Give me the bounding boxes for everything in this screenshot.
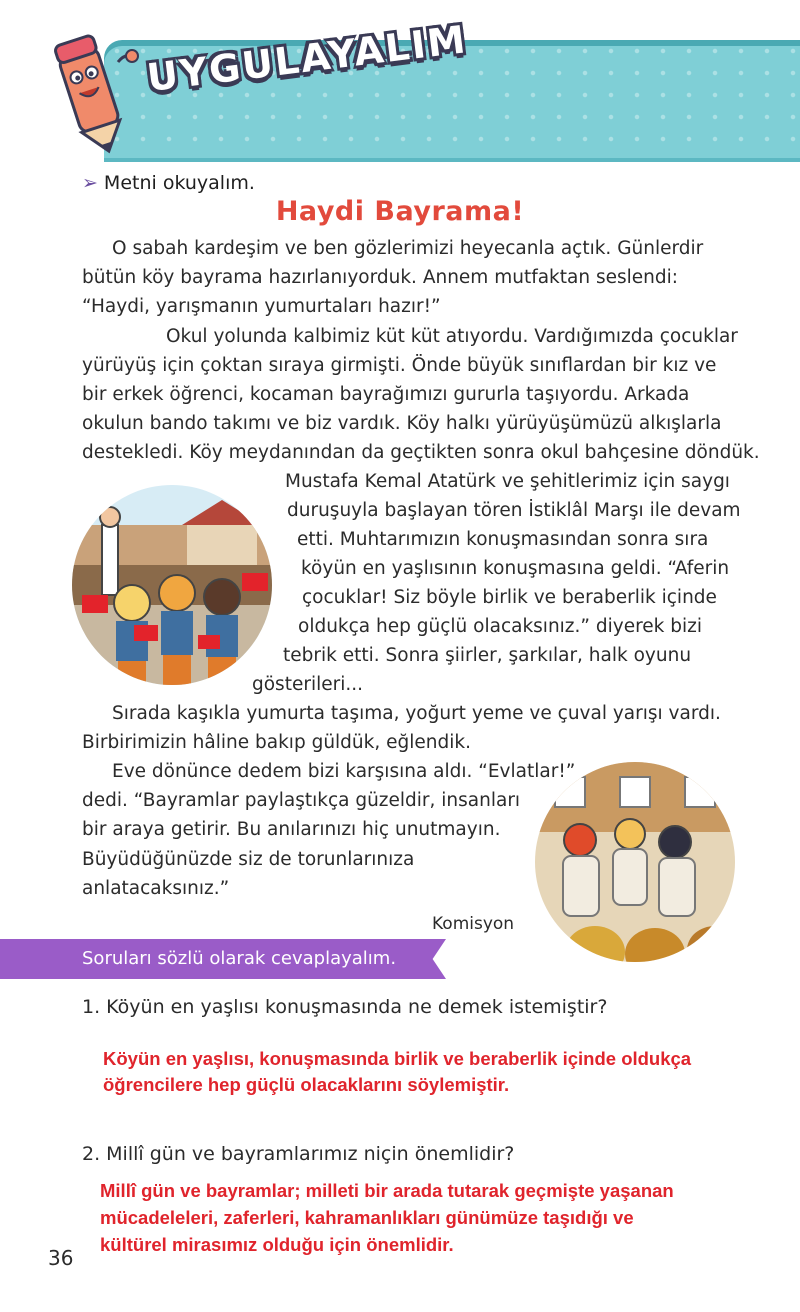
story-line: köyün en yaşlısının konuşmasına geldi. “Aferin bbox=[301, 558, 730, 579]
story-line: destekledi. Köy meydanından da geçtikten sonra okul bahçesine döndük. bbox=[82, 442, 760, 463]
answer-1-line: öğrencilere hep güçlü olacaklarını söylemiştir. bbox=[103, 1074, 510, 1095]
story-line: bütün köy bayrama hazırlanıyorduk. Annem mutfaktan seslendi: bbox=[82, 267, 678, 288]
story-line: Eve dönünce dedem bizi karşısına aldı. “Evlatlar!” bbox=[112, 761, 576, 782]
story-line: Büyüdüğünüzde siz de torunlarınıza bbox=[82, 849, 415, 870]
ceremony-illustration bbox=[72, 485, 272, 685]
story-line: bir erkek öğrenci, kocaman bayrağımızı gururla taşıyordu. Arkada bbox=[82, 384, 690, 405]
story-line: anlatacaksınız.” bbox=[82, 878, 230, 899]
story-line: Birbirimizin hâline bakıp güldük, eğlendik. bbox=[82, 732, 471, 753]
story-line: “Haydi, yarışmanın yumurtaları hazır!” bbox=[82, 296, 441, 317]
page-title: UYGULAYALIM bbox=[144, 17, 470, 101]
story-line: okulun bando takımı ve biz vardık. Köy halkı yürüyüşümüzü alkışlarla bbox=[82, 413, 722, 434]
story-line: çocuklar! Siz böyle birlik ve beraberlik içinde bbox=[302, 587, 717, 608]
story-line: gösterileri... bbox=[252, 674, 363, 695]
answer-2-line: kültürel mirasımız olduğu için önemlidir. bbox=[100, 1234, 454, 1255]
sack-race-illustration bbox=[535, 762, 735, 962]
answer-1-line: Köyün en yaşlısı, konuşmasında birlik ve beraberlik içinde oldukça bbox=[103, 1048, 692, 1069]
story-author: Komisyon bbox=[432, 914, 515, 934]
page-number: 36 bbox=[48, 1246, 74, 1270]
story-line: yürüyüş için çoktan sıraya girmişti. Önde büyük sınıflardan bir kız ve bbox=[82, 355, 717, 376]
arrow-right-icon: ➢ bbox=[82, 172, 98, 194]
story-line: Sırada kaşıkla yumurta taşıma, yoğurt yeme ve çuval yarışı vardı. bbox=[112, 703, 721, 724]
story-line: bir araya getirir. Bu anılarınızı hiç unutmayın. bbox=[82, 819, 501, 840]
instruction-text: Metni okuyalım. bbox=[103, 172, 255, 194]
instruction-label bbox=[82, 172, 255, 194]
question-2: 2. Millî gün ve bayramlarımız niçin önemlidir? bbox=[82, 1143, 515, 1165]
pencil-mascot-icon bbox=[40, 28, 140, 158]
story-line: oldukça hep güçlü olacaksınız.” diyerek bizi bbox=[298, 616, 702, 637]
story-line: etti. Muhtarımızın konuşmasından sonra sıra bbox=[297, 529, 709, 550]
question-1: 1. Köyün en yaşlısı konuşmasında ne demek istemiştir? bbox=[82, 996, 608, 1018]
story-line: dedi. “Bayramlar paylaştıkça güzeldir, insanları bbox=[82, 790, 521, 811]
answer-2-line: mücadeleleri, zaferleri, kahramanlıkları günümüze taşıdığı ve bbox=[100, 1207, 634, 1228]
story-line: Okul yolunda kalbimiz küt küt atıyordu. Vardığımızda çocuklar bbox=[166, 326, 738, 347]
story-line: Mustafa Kemal Atatürk ve şehitlerimiz için saygı bbox=[285, 471, 730, 492]
story-line: duruşuyla başlayan tören İstiklâl Marşı ile devam bbox=[287, 500, 741, 521]
story-line: O sabah kardeşim ve ben gözlerimizi heyecanla açtık. Günlerdir bbox=[112, 238, 704, 259]
questions-label: Soruları sözlü olarak cevaplayalım. bbox=[82, 948, 397, 969]
answer-2-line: Millî gün ve bayramlar; milleti bir arada tutarak geçmişte yaşanan bbox=[100, 1180, 674, 1201]
story-line: tebrik etti. Sonra şiirler, şarkılar, halk oyunu bbox=[283, 645, 692, 666]
story-title: Haydi Bayrama! bbox=[275, 196, 525, 227]
